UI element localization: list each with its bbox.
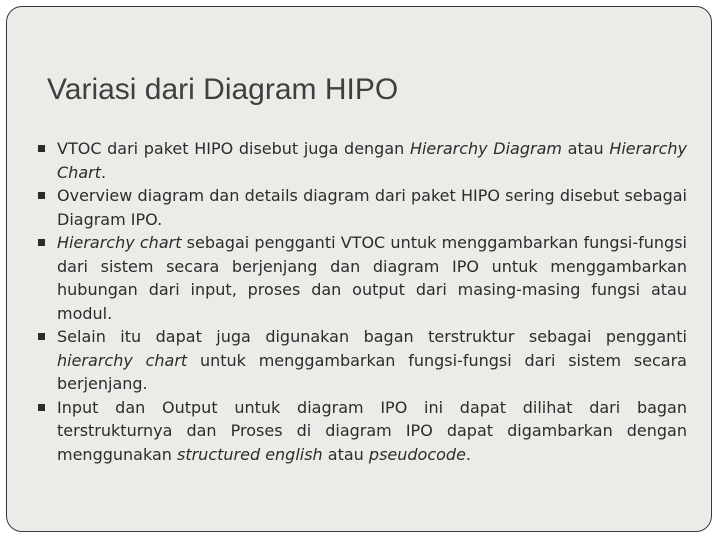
bullet-item <box>37 184 687 231</box>
square-bullet-icon <box>38 404 45 411</box>
square-bullet-icon <box>38 239 45 246</box>
bullet-text: atau <box>322 444 369 464</box>
slide-panel <box>6 6 712 532</box>
bullet-text: sebagai pengganti VTOC untuk menggambarkan fungsi-fungsi dari sistem secara berjenjang dan diagram IPO untuk menggambarkan hubungan dari input, proses dan output dari masing-masing fungsi atau modul. <box>57 233 687 323</box>
bullet-list <box>37 137 687 466</box>
bullet-text: untuk menggambarkan fungsi-fungsi dari sistem secara berjenjang. <box>57 350 687 393</box>
bullet-text: Selain itu dapat juga digunakan bagan terstruktur sebagai pengganti <box>57 327 687 346</box>
bullet-text-italic: pseudocode <box>368 444 466 464</box>
bullet-text-italic: structured english <box>176 444 323 464</box>
bullet-text: Input dan Output untuk diagram IPO ini dapat dilihat dari bagan terstrukturnya dan Proses di diagram IPO dapat digambarkan dengan menggunakan <box>57 397 687 464</box>
bullet-text: . <box>100 162 107 182</box>
bullet-text-italic: Hierarchy Diagram <box>409 139 562 158</box>
bullet-text-italic: Hierarchy chart <box>57 233 182 252</box>
bullet-text: VTOC dari paket HIPO disebut juga dengan <box>57 139 410 158</box>
bullet-text-italic: hierarchy chart <box>57 350 188 370</box>
bullet-text: . <box>465 444 472 464</box>
bullet-item <box>37 396 687 467</box>
bullet-text: Overview diagram dan details diagram dari paket HIPO sering disebut sebagai Diagram IPO. <box>57 186 687 229</box>
bullet-item <box>37 325 687 396</box>
bullet-text: atau <box>561 139 610 158</box>
square-bullet-icon <box>38 192 45 199</box>
bullet-text-italic: Hierarchy Chart <box>57 139 687 182</box>
slide-title: Variasi dari Diagram HIPO <box>47 73 399 106</box>
bullet-item <box>37 231 687 325</box>
square-bullet-icon <box>38 333 45 340</box>
bullet-item <box>37 137 687 184</box>
square-bullet-icon <box>38 145 45 152</box>
